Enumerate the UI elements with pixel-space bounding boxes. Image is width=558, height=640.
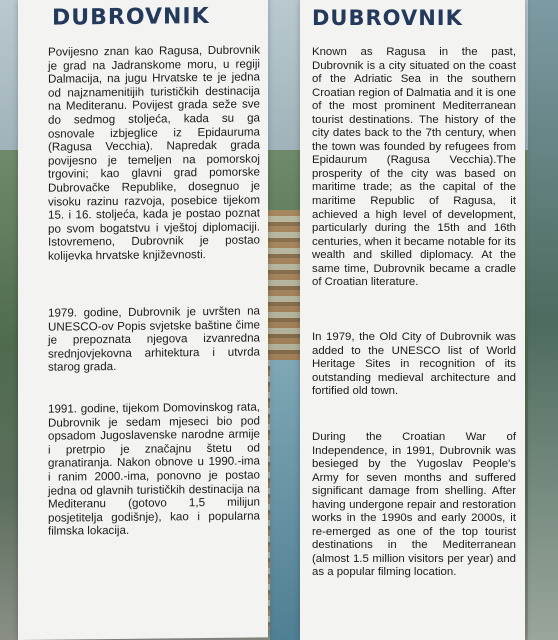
left-paragraph-unesco: 1979. godine, Dubrovnik je uvršten na UNESCO-ov Popis svjetske baštine čime je prepoznata njegova izvanredna srednjovjekovna arhitektura i utvrda starog grada. xyxy=(48,304,260,375)
croatian-banner xyxy=(18,0,268,640)
left-title: DUBROVNIK xyxy=(52,3,210,31)
left-paragraph-war: 1991. godine, tijekom Domovinskog rata, Dubrovnik je sedam mjeseci bio pod opsadom Jugoslavenske narodne armije i pretrpio je značajnu štetu od granatiranja. Nakon obnove u 1990.-ima i ranim 2000.-ima, ponovno je postao jedna od glavnih turističkih destinacija na Mediteranu (gotovo 1,5 milijun posjetitelja godišnje), kao i popularna filmska lokacija. xyxy=(48,400,260,539)
english-banner xyxy=(300,0,525,640)
right-paragraph-history: Known as Ragusa in the past, Dubrovnik is a city situated on the coast of the Adriatic Sea in the southern Croatian region of Dalmatia and it is one of the most prominent Mediterranean tourist destinations. The history of the city dates back to the 7th century, when the town was founded by refugees from Epidaurum (Ragusa Vecchia).The prosperity of the city was based on maritime trade; as the capital of the maritime Republic of Ragusa, it achieved a high level of development, particularly during the 15th and 16th centuries, when it became notable for its wealth and skilled diplomacy. At the same time, Dubrovnik became a cradle of Croatian literature. xyxy=(312,46,516,289)
right-edge-scenery xyxy=(528,0,558,640)
right-paragraph-unesco: In 1979, the Old City of Dubrovnik was added to the UNESCO list of World Heritage Sites in recognition of its outstanding medieval architecture and fortified old town. xyxy=(312,331,516,398)
right-title: DUBROVNIK xyxy=(312,6,463,30)
left-paragraph-history: Povijesno znan kao Ragusa, Dubrovnik je grad na Jadranskome moru, u regiji Dalmacija, na jugu Hrvatske te je jedna od najznamenitijih turističkih destinacija na Mediteranu. Povijest grada seže sve do sedmog stoljeća, kada su ga osnovale izbjeglice iz Epidauruma (Ragusa Vecchia). Napredak grada povijesno je temeljen na pomorskoj trgovini; kao glavni grad pomorske Dubrovačke Republike, dosegnuo je visoku razinu razvoja, posebice tijekom 15. i 16. stoljeća, kada je postao poznat po svom bogatstvu i vještoj diplomaciji. Istovremeno, Dubrovnik je postao kolijevka hrvatske književnosti. xyxy=(48,43,260,263)
right-paragraph-war: During the Croatian War of Independence, in 1991, Dubrovnik was besieged by the Yugoslav People's Army for seven months and suffered significant damage from shelling. After having undergone repair and restoration works in the 1990s and early 2000s, it re-emerged as one of the top tourist destinations in the Mediterranean (almost 1.5 million visitors per year) and as a popular filming location. xyxy=(312,431,516,579)
